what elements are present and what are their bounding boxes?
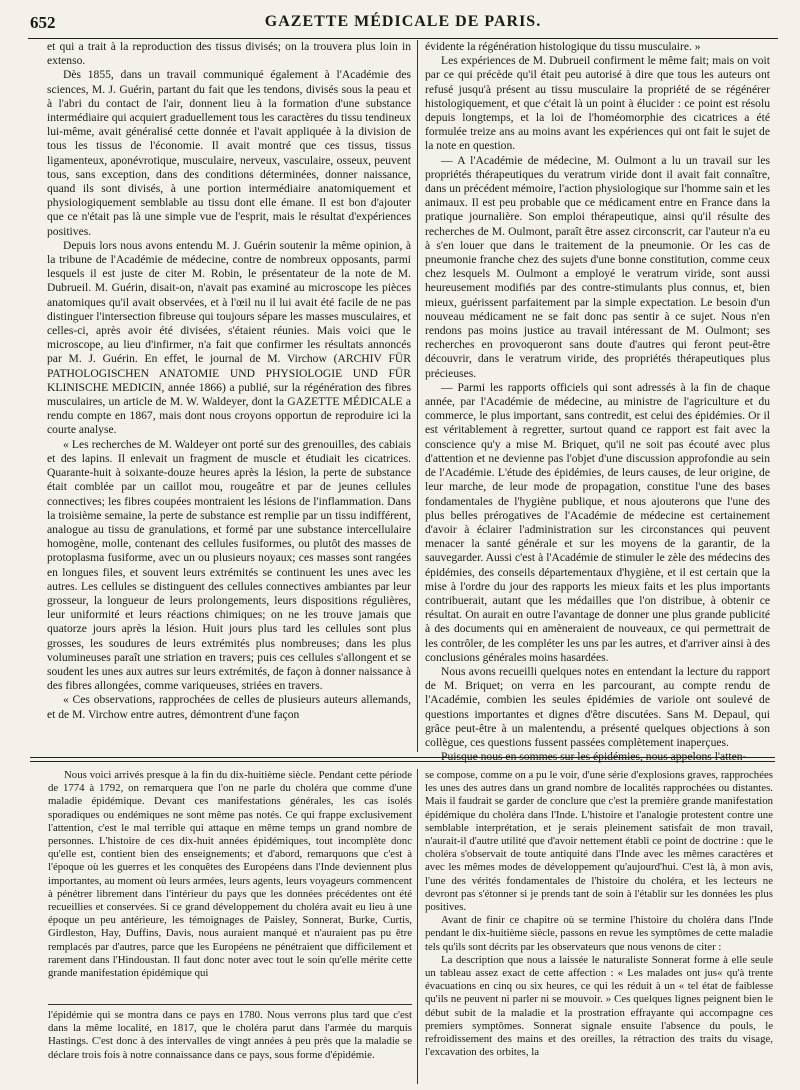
- page-header: [28, 10, 778, 34]
- paragraph: — A l'Académie de médecine, M. Oulmont a lu un travail sur les propriétés thérapeutiques du veratrum viride dont il avait fait connaître, dans un précédent mémoire, l'action physiologique sur l'homme sain et les animaux. Il est peu probable que ce médicament entre en France dans la pratique journalière. Son emploi thérapeutique, ainsi qu'il résulte des recherches de M. Oulmont, paraît être assez circonscrit, car l'auteur n'a eu à s'en louer que dans le traitement de la pneumonie. Or les cas de pneumonie franche chez des sujets d'une bonne constitution, comme ceux chez lesquels M. Oulmont a employé le veratrum viride, sont aussi heureusement modifiés par des contre-stimulants plus connus, et, bien mieux, guérissent parfaitement par la simple expectation. Le besoin d'un nouveau médicament ne se fait donc pas sentir à ce sujet. Nous n'en rendons pas moins justice au travail intéressant de M. Oulmont; ses recherches en provoqueront sans doute d'autres qui feront peut-être découvrir, dans le veratrum viride, des propriétés thérapeutiques plus précieuses.: [425, 153, 770, 380]
- footnote: [48, 1009, 412, 1087]
- paragraph: La description que nous a laissée le naturaliste Sonnerat forme à elle seule un tableau assez exact de cette affection : « Les malades ont jus« qu'à trente évacuations en cinq ou six heures, ce qui les réduit à un « tel état de faiblesse qu'ils ne peuvent ni parler ni se mouvoir. » Ces quelques lignes peignent bien le début subit de la maladie et la prostration effrayante qui accompagne ces premiers symptômes. Sonnerat signale ensuite l'absence du pouls, le refroidissement des mains et des oreilles, la rétraction des traits du visage, l'excavation des orbites, la: [425, 953, 773, 1059]
- feuilleton-rule: [30, 757, 775, 758]
- paragraph: Puisque nous en sommes sur les épidémies, nous appelons l'atten-: [441, 750, 747, 764]
- paragraph: — Parmi les rapports officiels qui sont adressés à la fin de chaque année, par l'Académie de médecine, au ministre de l'agriculture et du commerce, le plus important, sans contredit, est celui des épidémies. Or il est véritablement à regretter, surtout quand ce rapport est fait avec la conscience qu'y a mise M. Briquet, qu'il ne soit pas écouté avec plus d'attention et ne devienne pas l'objet d'une discussion approfondie au sein de l'Académie. L'étude des épidémies, de leurs causes, de leur origine, de leur marche, de leur mode de propagation, constitue l'une des bases fondamentales de l'hygiène publique, et nous ajouterons que l'une des plus belles prérogatives de l'Académie de médecine est certainement d'avoir à éclairer l'administration sur les circonstances qui peuvent menacer la santé générale et sur les moyens de la garantir, de la sauvegarder. Aussi c'est à l'Académie de stimuler le zèle des médecins des épidémies, des conseils départementaux d'hygiène, et il est certain que la mise à l'ordre du jour des rapports les mieux faits et les plus importants contribuerait, autant que les médailles que l'on distribue, à obtenir ce résultat. On aurait en outre l'avantage de donner une plus grande publicité à des documents qui en amèneraient de nouveaux, ce qui permettrait de les contrôler, de les compléter les uns par les autres, et d'arriver ainsi à des conclusions générales moins hasardées.: [425, 380, 770, 664]
- paragraph: « Ces observations, rapprochées de celles de plusieurs auteurs allemands, et de M. Virchow entre autres, démontrent d'une façon: [47, 693, 411, 721]
- page-number: 652: [30, 13, 56, 32]
- paragraph: et qui a trait à la reproduction des tissus divisés; on la trouvera plus loin in extenso.: [47, 40, 411, 68]
- paragraph: Les expériences de M. Dubrueil confirment le même fait; mais on voit par ce qui précède qu'il était peu autorisé à dire que tous les auteurs ont refusé jusqu'à présent au tissu musculaire la propriété de se régénérer histologiquement, et que c'était là un point à élucider : ce point est résolu depuis longtemps, et la loi de l'homéomorphie des cicatrices a été formulée treize ans au moins avant les expériences qui ont fait le sujet de la note en question.: [425, 54, 770, 153]
- paragraph: Depuis lors nous avons entendu M. J. Guérin soutenir la même opinion, à la tribune de l'Académie de médecine, contre de nombreux opposants, parmi lesquels il est juste de citer M. Robin, le présentateur de la note de M. Dubrueil. M. Guérin, disait-on, n'avait pas examiné au microscope les pièces anatomiques qu'il avait observées, et à l'œil nu il lui avait été facile de ne pas distinguer l'intersection fibreuse qui toujours sépare les masses musculaires, et celles-ci, après avoir été divisées, s'étaient réunies. Mais voici que le microscope, au lieu d'infirmer, n'a fait que confirmer les résultats annoncés par M. J. Guérin. En effet, le journal de M. Virchow (ARCHIV FÜR PATHOLOGISCHEN ANATOMIE UND PHYSIOLOGIE UND FÜR KLINISCHE MEDICIN, année 1866) a publié, sur la régénération des fibres musculaires, un article de M. W. Waldeyer, dont la GAZETTE MÉDICALE a rendu compte en 1867, mais dont nous croyons opportun de reproduire ici la courte analyse.: [47, 238, 411, 437]
- footnote-text: l'épidémie qui se montra dans ce pays en 1780. Nous verrons plus tard que c'est dans la même localité, en 1817, que le choléra parut dans l'armée du marquis Hastings. C'est donc à des intervalles de vingt années à peu près que la maladie se déclare trois fois à notre connaissance dans ce pays, sous forme d'épidémie.: [48, 1009, 412, 1061]
- paragraph: évidente la régénération histologique du tissu musculaire. »: [425, 40, 701, 53]
- paragraph: Avant de finir ce chapitre où se termine l'histoire du choléra dans l'Inde pendant le dix-huitième siècle, passons en revue les symptômes de cette maladie tels qu'ils sont décrits par les observateurs que nous venons de citer :: [425, 914, 773, 953]
- feuilleton-column-left: [48, 769, 412, 1001]
- journal-title: GAZETTE MÉDICALE DE PARIS.: [264, 13, 542, 30]
- feuilleton-column-right: [425, 769, 773, 1084]
- article-column-right: [425, 40, 770, 764]
- paragraph: Dès 1855, dans un travail communiqué également à l'Académie des sciences, M. J. Guérin, partant du fait que les tendons, divisés sous la peau et à l'abri du contact de l'air, donnent lieu à la formation d'une substance intermédiaire qui acquiert graduellement tous les caractères du tissu tendineux lui-même, avait généralisé cette donnée et l'avait appliquée à la division de tous les tissus de l'économie. Il avait montré que ces tissus, tissus ligamenteux, aponévrotique, musculaire, nerveux, vasculaire, osseux, peuvent tous, sans exception, dans des conditions déterminées, donner naissance, quand ils sont divisés, à une portion intermédiaire anatomiquement et physiologiquement semblable au tissu dont elle émane. Il est bon d'ajouter que ce n'était pas là une simple vue de l'esprit, mais le résultat d'expériences positives.: [47, 68, 411, 238]
- article-column-left: [47, 40, 411, 752]
- paragraph: Nous avons recueilli quelques notes en entendant la lecture du rapport de M. Briquet; on verra en les parcourant, au compte rendu de l'Académie, combien les seules épidémies de variole ont soulevé de questions importantes et dignes d'être discutées. Sans M. Depaul, qui grâce peut-être à un malentendu, a présenté quelques objections à son collègue, ces questions fussent passées complètement inaperçues.: [425, 664, 770, 749]
- column-divider: [417, 40, 418, 752]
- feuilleton-rule-thin: [30, 761, 775, 762]
- footnote-rule: [48, 1004, 412, 1005]
- paragraph: se compose, comme on a pu le voir, d'une série d'explosions graves, rapprochées les unes des autres dans un grand nombre de localités rapprochées ou distantes. Mais il faudrait se garder de conclure que c'est la première grande manifestation épidémique du choléra dans l'Inde. L'histoire et l'analogie protestent contre une semblable interprétation, et je serais pleinement satisfait de mon travail, n'aurait-il d'autre utilité que d'avoir nettement établi ce point de doctrine : que le choléra s'observait de toute antiquité dans l'Inde avec les mêmes caractères et avec les mêmes modes de développement qu'aujourd'hui. C'est là, à mon avis, l'une des vérités fondamentales de l'histoire du choléra, et les lecteurs ne devront pas s'étonner si je prends tant de soin à l'établir sur les données les plus positives.: [425, 769, 773, 914]
- paragraph: Nous voici arrivés presque à la fin du dix-huitième siècle. Pendant cette période de 1774 à 1792, on remarquera que l'on ne parle du choléra que comme d'une maladie épidémique. Devant ces manifestations générales, les cas isolés sporadiques ou endémiques ne sont même pas notés. Ce qui frappe exclusivement l'attention, c'est le mal terrible qui attaque en même temps un grand nombre de personnes. L'histoire de ces dix-huit années épidémiques, tout incomplète donc qu'elle est, contient bien des enseignements; et d'abord, remarquons que c'est à l'époque où les guerres et les conquêtes des Européens dans l'Inde deviennent plus importantes, au moment où leurs armées, leurs agents, leurs voyageurs commencent à pénétrer librement dans l'intérieur du pays que les données précédentes ont été recueillies et conservées. Si ce grand développement du choléra avait eu lieu à une époque un peu antérieure, les témoignages de Paisley, Sonnerat, Burke, Curtis, Girdleston, Hay, Duffins, Davis, nous auraient manqué et n'auraient pas pu être remplacés par d'autres, parce que les Européens ne pénétraient que difficilement et rarement dans l'Hindoustan. Il faut donc noter avec tout le soin qu'elle mérite cette grande manifestation épidémique qui: [48, 769, 412, 980]
- feuilleton-column-divider: [417, 769, 418, 1084]
- paragraph: « Les recherches de M. Waldeyer ont porté sur des grenouilles, des cabiais et des lapins. Il enlevait un fragment de muscle et étudiait les cicatrices. Quarante-huit à soixante-douze heures après la lésion, la perte de substance était comblée par un caillot mou, rougeâtre et par de jeunes cellules connectives; les fibres coupées montraient les lésions de l'inflammation. Dans la troisième semaine, la perte de substance est remplie par un tissu indifférent, analogue au tissu de granulations, et formé par une substance intercellulaire homogène, molle, contenant des cellules fusiformes, ou plutôt des masses de protoplasma fusiforme, avec un ou plusieurs noyaux; ces masses sont rangées en longues files, et souvent leurs extrémités se continuent les unes avec les autres. Les cellules se distinguent des cellules connectives ambiantes par leur grosseur, la longueur de leurs prolongements, leurs dispositions régulières, leur uniformité et leurs réactions chimiques; on ne les trouve jamais que quatorze jours après la lésion. Huit jours plus tard les cellules sont plus grosses, les soudures de leurs extrémités plus nombreuses; dans les plus volumineuses paraît une striation en travers; puis ces cellules s'allongent et se soudent les unes aux autres sur leurs extrémités, de façon à donner naissance à des fibres allongées, comme variqueuses, striées en travers.: [47, 437, 411, 693]
- header-rule: [28, 38, 778, 39]
